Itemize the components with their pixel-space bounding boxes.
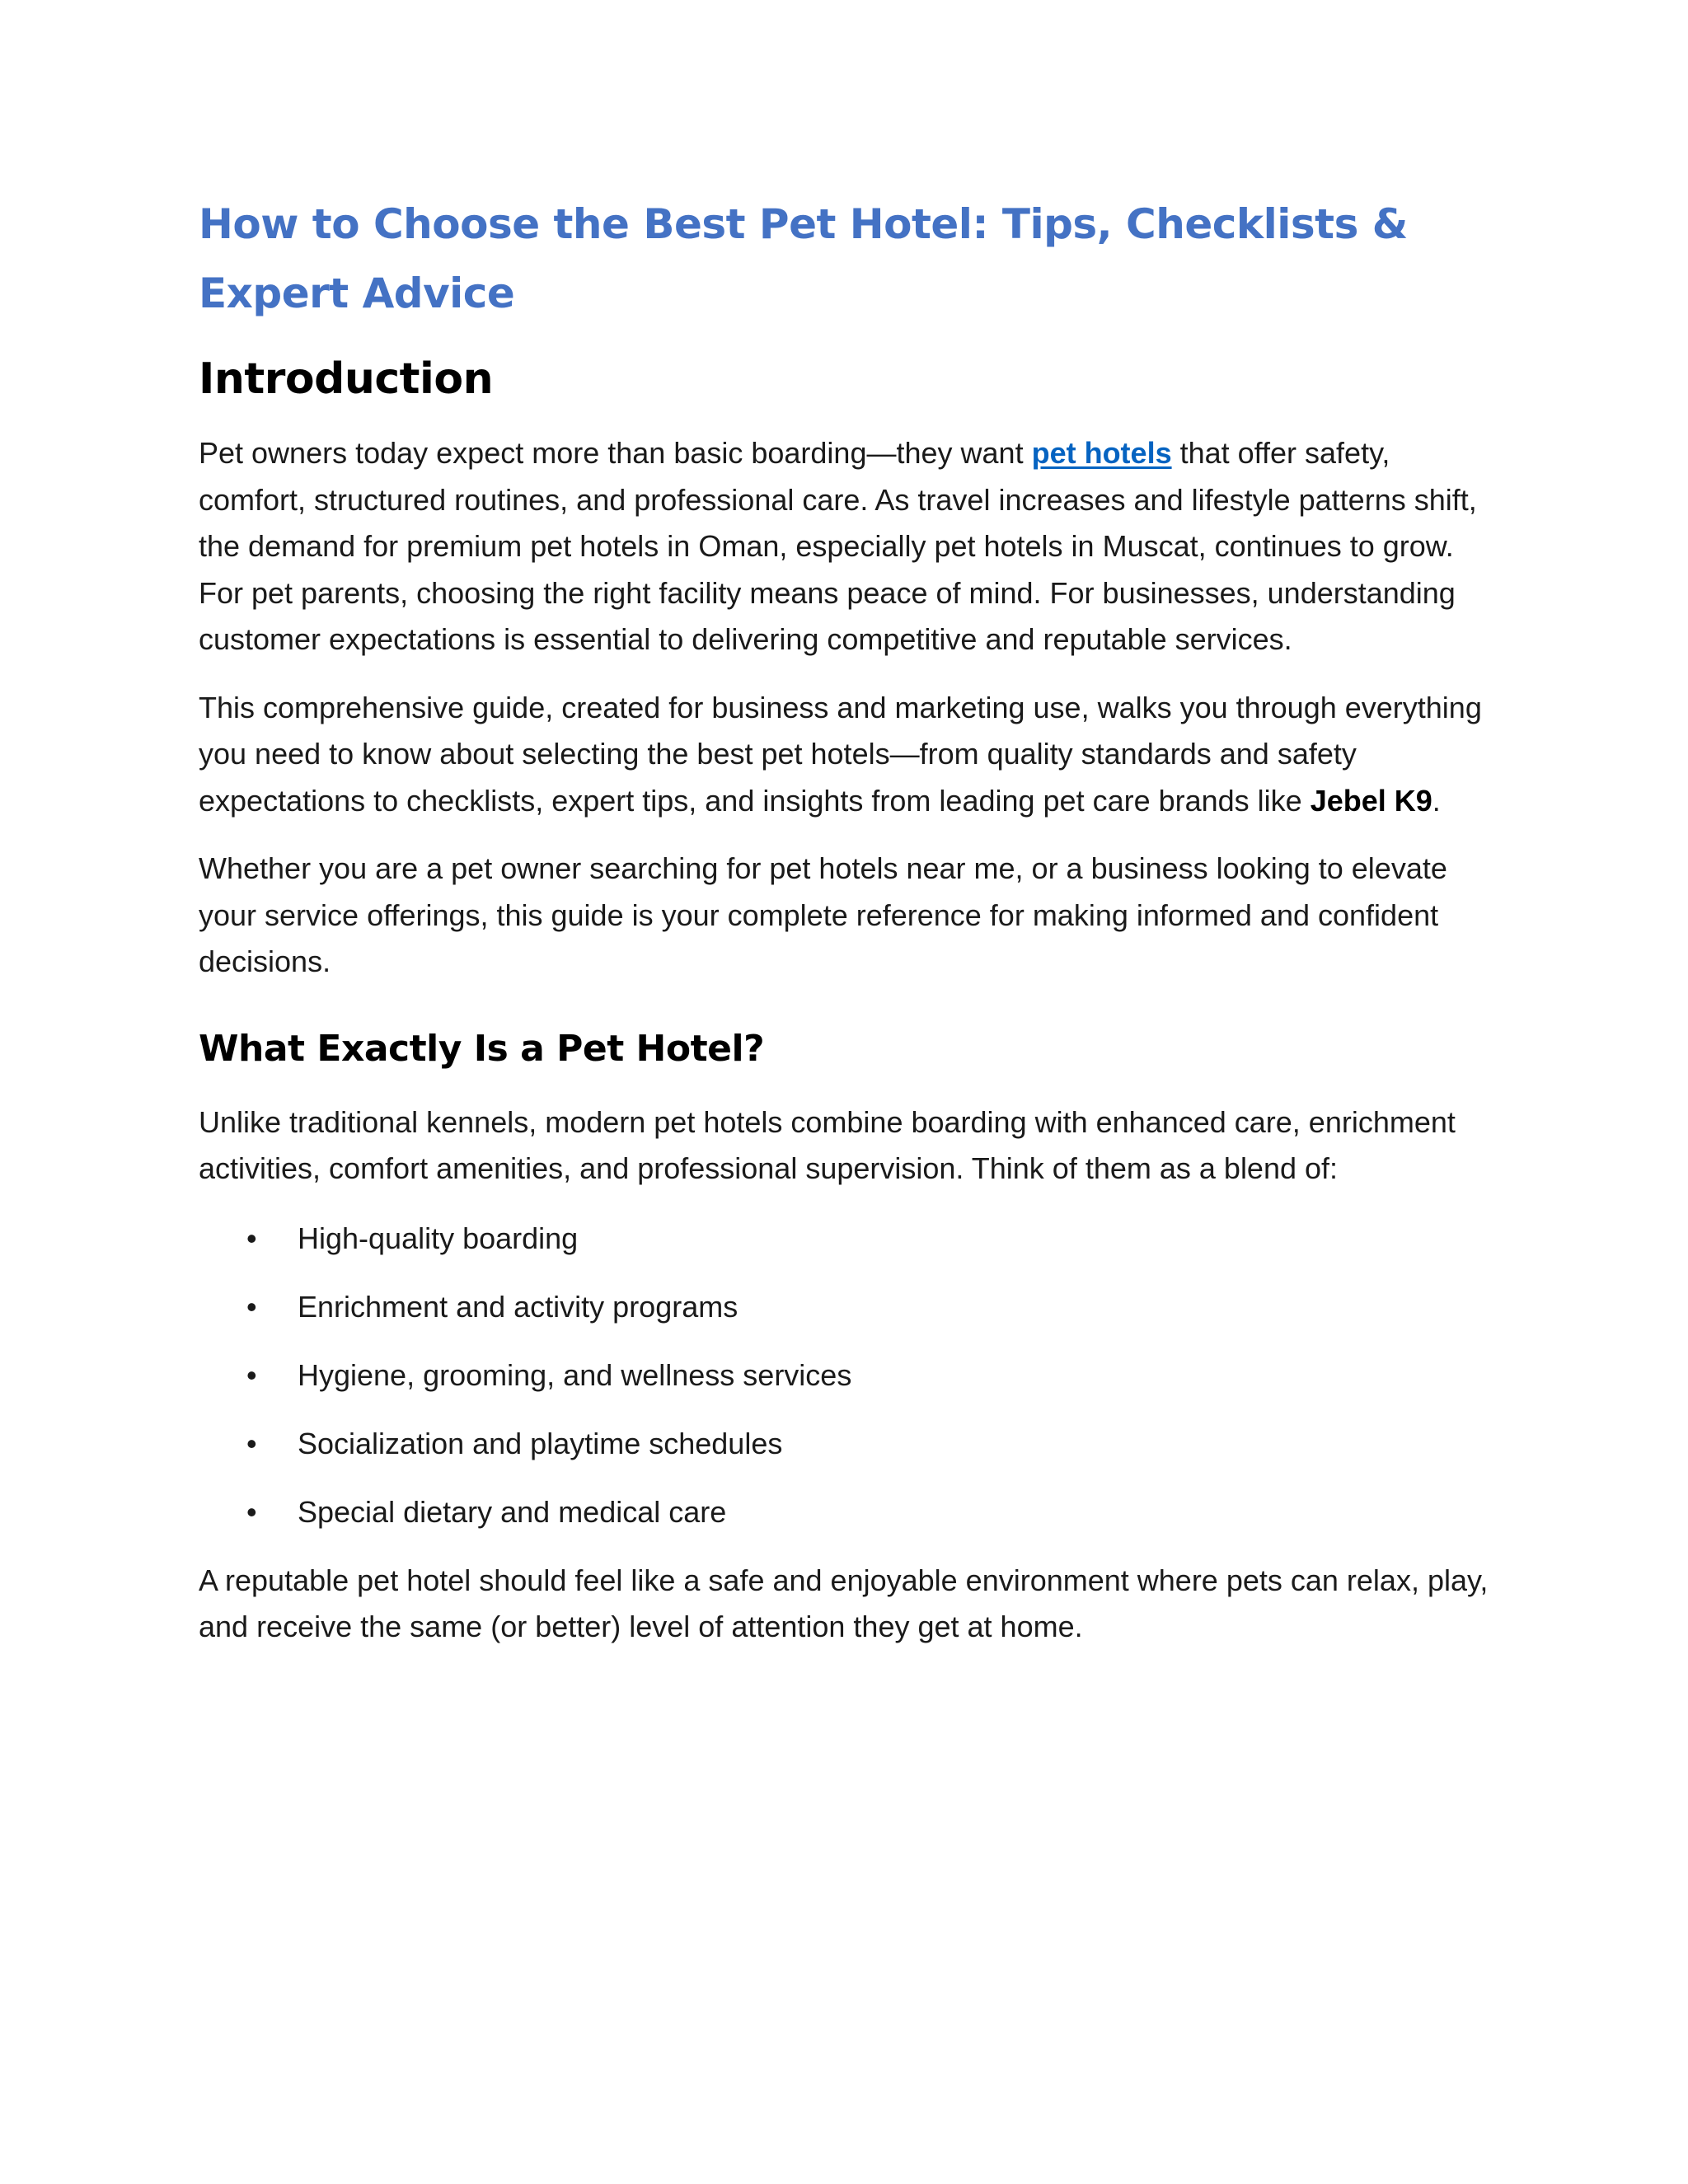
bullet-icon: •	[246, 1289, 257, 1324]
list-item-text: Special dietary and medical care	[298, 1494, 727, 1529]
bullet-icon: •	[246, 1494, 257, 1529]
document-page	[199, 190, 1501, 1651]
intro-p1-text-after: that offer safety, comfort, structured routines, and professional care. As travel increases and lifestyle patterns shift, the demand for premium pet hotels in Oman, especially pet hotels in Muscat, continues to grow. For pet parents, choosing the right facility means peace of mind. For businesses, understanding customer expectations is essential to delivering competitive and reputable services.	[199, 436, 1477, 656]
intro-paragraph-1	[199, 430, 1501, 663]
list-item	[199, 1216, 1501, 1262]
brand-name-bold: Jebel K9	[1310, 783, 1432, 818]
list-item	[199, 1489, 1501, 1535]
list-item-text: High-quality boarding	[298, 1221, 579, 1255]
list-item	[199, 1421, 1501, 1467]
list-item-text: Socialization and playtime schedules	[298, 1426, 783, 1460]
section-heading-pet-hotel: What Exactly Is a Pet Hotel?	[199, 1027, 765, 1070]
list-item	[199, 1284, 1501, 1330]
pet-hotels-link[interactable]: pet hotels	[1031, 436, 1172, 470]
intro-paragraph-3: Whether you are a pet owner searching for pet hotels near me, or a business looking to elevate your service offerings, this guide is your complete reference for making informed and confident decisions.	[199, 851, 1447, 978]
bullet-icon: •	[246, 1357, 257, 1392]
closing-paragraph: A reputable pet hotel should feel like a safe and enjoyable environment where pets can relax, play, and receive the same (or better) level of attention they get at home.	[199, 1563, 1489, 1643]
document-title: How to Choose the Best Pet Hotel: Tips, Checklists & Expert Advice	[199, 200, 1408, 317]
bullet-icon: •	[246, 1221, 257, 1255]
intro-p2-text-before: This comprehensive guide, created for business and marketing use, walks you through everything you need to know about selecting the best pet hotels—from quality standards and safety expectations to checklists, expert tips, and insights from leading pet care brands like	[199, 690, 1482, 818]
intro-paragraph-2	[199, 685, 1501, 825]
bullet-icon: •	[246, 1426, 257, 1460]
features-list	[199, 1216, 1501, 1535]
list-item-text: Enrichment and activity programs	[298, 1289, 738, 1324]
list-item	[199, 1352, 1501, 1399]
intro-p1-text-before: Pet owners today expect more than basic boarding—they want	[199, 436, 1032, 470]
intro-heading: Introduction	[199, 354, 494, 404]
section-paragraph-1: Unlike traditional kennels, modern pet hotels combine boarding with enhanced care, enrichment activities, comfort amenities, and professional supervision. Think of them as a blend of:	[199, 1104, 1456, 1185]
intro-p2-text-after: .	[1432, 783, 1441, 818]
list-item-text: Hygiene, grooming, and wellness services	[298, 1357, 852, 1392]
